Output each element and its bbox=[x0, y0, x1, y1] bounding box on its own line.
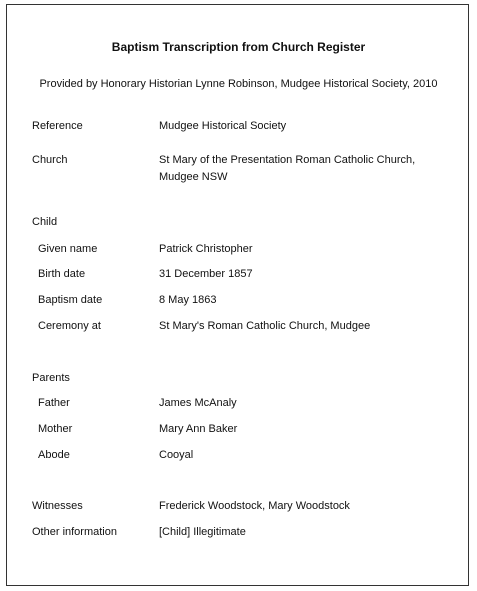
baptism-date-value: 8 May 1863 bbox=[159, 294, 217, 306]
church-value-line2: Mudgee NSW bbox=[159, 171, 228, 183]
child-heading: Child bbox=[32, 216, 58, 228]
father-value: James McAnaly bbox=[159, 397, 237, 409]
witnesses-label: Witnesses bbox=[32, 500, 83, 512]
document-title: Baptism Transcription from Church Register bbox=[111, 40, 366, 54]
church-label: Church bbox=[32, 154, 68, 166]
other-information-label: Other information bbox=[32, 526, 117, 538]
mother-value: Mary Ann Baker bbox=[159, 423, 238, 435]
abode-label: Abode bbox=[38, 449, 70, 461]
mother-label: Mother bbox=[38, 423, 73, 435]
reference-value: Mudgee Historical Society bbox=[159, 120, 287, 132]
ceremony-at-label: Ceremony at bbox=[38, 320, 101, 332]
given-name-label: Given name bbox=[38, 243, 98, 255]
reference-label: Reference bbox=[32, 120, 83, 132]
birth-date-label: Birth date bbox=[38, 268, 86, 280]
abode-value: Cooyal bbox=[159, 449, 194, 461]
other-information-value: [Child] Illegitimate bbox=[159, 526, 246, 538]
birth-date-value: 31 December 1857 bbox=[159, 268, 253, 280]
baptism-date-label: Baptism date bbox=[38, 294, 103, 306]
father-label: Father bbox=[38, 397, 70, 409]
parents-heading: Parents bbox=[32, 372, 70, 384]
provided-by-line: Provided by Honorary Historian Lynne Robinson, Mudgee Historical Society, 2010 bbox=[39, 78, 438, 90]
witnesses-value: Frederick Woodstock, Mary Woodstock bbox=[159, 500, 350, 512]
given-name-value: Patrick Christopher bbox=[159, 243, 253, 255]
ceremony-at-value: St Mary's Roman Catholic Church, Mudgee bbox=[159, 320, 371, 332]
church-value-line1: St Mary of the Presentation Roman Catholic Church, bbox=[159, 154, 416, 166]
